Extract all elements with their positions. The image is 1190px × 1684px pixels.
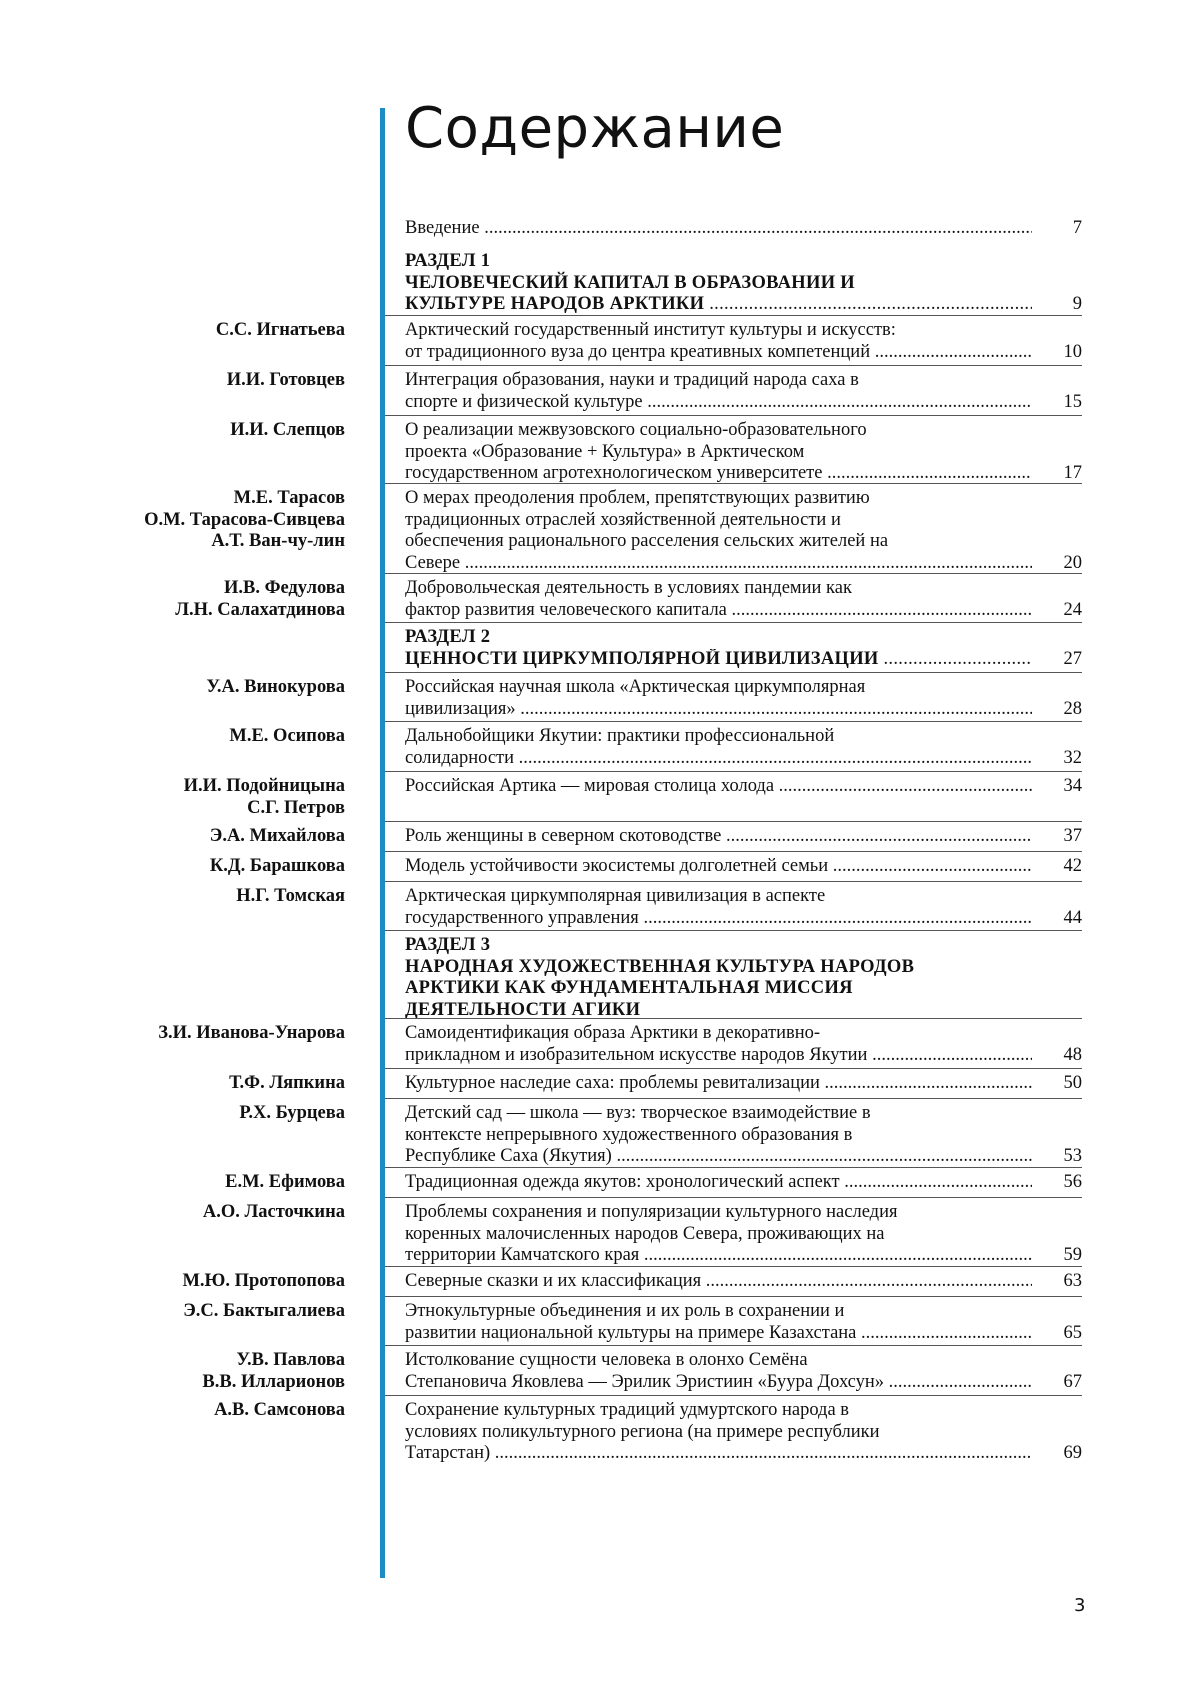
author-name: А.Т. Ван-чу-лин <box>211 531 345 551</box>
page-number: 3 <box>1074 1595 1086 1616</box>
entry-divider <box>385 1068 1082 1069</box>
entry-title-line: О реализации межвузовского социально-образовательного <box>405 420 867 440</box>
entry-divider <box>385 1018 1082 1019</box>
entry-title-line: КУЛЬТУРЕ НАРОДОВ АРКТИКИ ..... <box>405 294 1032 316</box>
toc-authors <box>210 826 345 848</box>
entry-divider <box>385 881 1082 882</box>
entry-title <box>405 1202 1032 1267</box>
author-name: У.А. Винокурова <box>206 677 345 697</box>
author-name: С.Г. Петров <box>247 797 345 818</box>
entry-title-line: Традиционная одежда якутов: хронологический аспект ..... <box>405 1172 1032 1194</box>
section-title <box>405 251 1032 316</box>
entry-title <box>405 1400 1032 1465</box>
entry-title-line: проекта «Образование + Культура» в Арктическом <box>405 441 805 462</box>
entry-title-line: Татарстан) ..... <box>405 1443 1032 1465</box>
entry-title-line: контексте непрерывного художественного образования в <box>405 1124 853 1145</box>
toc-authors <box>184 776 345 819</box>
entry-title-line: ДЕЯТЕЛЬНОСТИ АГИКИ <box>405 999 641 1020</box>
toc-authors <box>229 1073 345 1095</box>
entry-title-line: НАРОДНАЯ ХУДОЖЕСТВЕННАЯ КУЛЬТУРА НАРОДОВ <box>405 956 915 977</box>
entry-page-number: 15 <box>1063 391 1082 412</box>
author-name: М.Ю. Протопопова <box>182 1271 345 1291</box>
entry-title <box>405 1023 1032 1066</box>
entry-title <box>405 1073 1032 1095</box>
entry-title-line: цивилизация» ..... <box>405 699 1032 721</box>
toc-authors <box>216 320 345 342</box>
entry-title-line: Российская Артика — мировая столица холода ..... <box>405 776 1032 798</box>
author-name: Т.Ф. Ляпкина <box>229 1073 345 1093</box>
author-name: М.Е. Осипова <box>229 726 345 746</box>
entry-title-line: фактор развития человеческого капитала ..... <box>405 600 1032 622</box>
entry-title <box>405 1103 1032 1168</box>
section-title <box>405 627 1032 670</box>
entry-divider <box>385 1395 1082 1396</box>
entry-page-number: 10 <box>1063 341 1082 362</box>
entry-page-number: 27 <box>1063 648 1082 669</box>
entry-title <box>405 726 1032 769</box>
entry-divider <box>385 1345 1082 1346</box>
entry-divider <box>385 672 1082 673</box>
entry-page-number: 67 <box>1063 1371 1082 1392</box>
entry-page-number: 24 <box>1063 599 1082 620</box>
entry-page-number: 9 <box>1072 294 1082 314</box>
entry-title <box>405 320 1032 363</box>
entry-title-line: ЦЕННОСТИ ЦИРКУМПОЛЯРНОЙ ЦИВИЛИЗАЦИИ ..... <box>405 649 1032 671</box>
entry-title <box>405 776 1032 798</box>
entry-title-line: Северные сказки и их классификация ..... <box>405 1271 1032 1293</box>
entry-title-line: Севере ..... <box>405 553 1032 575</box>
entry-page-number: 28 <box>1063 698 1082 719</box>
author-name: Е.М. Ефимова <box>225 1172 345 1192</box>
entry-title-line: солидарности ..... <box>405 748 1032 770</box>
entry-page-number: 63 <box>1063 1271 1082 1291</box>
entry-title-line: Интеграция образования, науки и традиций народа саха в <box>405 370 859 390</box>
entry-page-number: 59 <box>1063 1245 1082 1265</box>
entry-title-line: Роль женщины в северном скотоводстве ..... <box>405 826 1032 848</box>
toc-authors <box>214 1400 345 1422</box>
toc-authors <box>225 1172 345 1194</box>
entry-title <box>405 1172 1032 1194</box>
entry-title-line: Детский сад — школа — вуз: творческое взаимодействие в <box>405 1103 871 1123</box>
author-name: Н.Г. Томская <box>236 886 345 906</box>
toc-authors <box>206 677 345 699</box>
entry-divider <box>385 1197 1082 1198</box>
author-name: В.В. Илларионов <box>202 1371 345 1392</box>
entry-page-number: 42 <box>1063 856 1082 876</box>
entry-title-line: ЧЕЛОВЕЧЕСКИЙ КАПИТАЛ В ОБРАЗОВАНИИ И <box>405 272 855 293</box>
entry-title-line: обеспечения рационального расселения сельских жителей на <box>405 531 889 551</box>
entry-title-line: традиционных отраслей хозяйственной деятельности и <box>405 509 841 530</box>
entry-title-line: государственного управления ..... <box>405 908 1032 930</box>
entry-divider <box>385 771 1082 772</box>
entry-title <box>405 218 1032 240</box>
author-name: О.М. Тарасова-Сивцева <box>144 509 345 530</box>
toc-authors <box>236 886 345 908</box>
entry-divider <box>385 365 1082 366</box>
toc-authors <box>239 1103 345 1125</box>
entry-title-line: Арктическая циркумполярная цивилизация в аспекте <box>405 886 826 906</box>
entry-page-number: 17 <box>1063 463 1082 483</box>
toc-authors <box>210 856 345 878</box>
author-name: И.И. Готовцев <box>226 370 345 390</box>
entry-title-line: Культурное наследие саха: проблемы ревитализации ..... <box>405 1073 1032 1095</box>
entry-page-number: 65 <box>1063 1322 1082 1343</box>
entry-divider <box>385 1098 1082 1099</box>
toc-authors <box>202 1350 345 1393</box>
author-name: Л.Н. Салахатдинова <box>175 599 345 620</box>
entry-title <box>405 1350 1032 1393</box>
entry-title-line: коренных малочисленных народов Севера, проживающих на <box>405 1223 885 1244</box>
entry-page-number: 48 <box>1063 1044 1082 1065</box>
toc-authors <box>203 1202 345 1224</box>
toc-authors <box>182 1271 345 1293</box>
author-name: С.С. Игнатьева <box>215 320 345 340</box>
entry-title-line: прикладном и изобразительном искусстве народов Якутии ..... <box>405 1045 1032 1067</box>
entry-divider <box>385 415 1082 416</box>
entry-title-line: территории Камчатского края ..... <box>405 1245 1032 1267</box>
entry-divider <box>385 1266 1082 1267</box>
toc-authors <box>227 370 345 392</box>
entry-page-number: 34 <box>1063 776 1082 796</box>
toc-authors <box>230 420 345 442</box>
entry-title <box>405 370 1032 413</box>
entry-title <box>405 420 1032 485</box>
page-title: Содержание <box>405 96 785 161</box>
toc-authors <box>144 488 345 553</box>
entry-divider <box>385 573 1082 574</box>
entry-title-line: РАЗДЕЛ 3 <box>405 935 491 955</box>
entry-title <box>405 677 1032 720</box>
author-name: И.И. Слепцов <box>230 420 345 440</box>
entry-page-number: 53 <box>1063 1146 1082 1166</box>
entry-title <box>405 856 1032 878</box>
entry-title <box>405 488 1032 574</box>
entry-title-line: Сохранение культурных традиций удмуртского народа в <box>405 1400 850 1420</box>
entry-page-number: 20 <box>1063 552 1082 573</box>
entry-divider <box>385 1296 1082 1297</box>
author-name: А.В. Самсонова <box>214 1400 345 1420</box>
entry-title-line: О мерах преодоления проблем, препятствующих развитию <box>405 488 870 508</box>
entry-divider <box>385 483 1082 484</box>
entry-page-number: 7 <box>1072 218 1082 238</box>
entry-divider <box>385 930 1082 931</box>
entry-page-number: 44 <box>1063 907 1082 928</box>
toc-authors <box>175 578 345 621</box>
entry-divider <box>385 721 1082 722</box>
author-name: И.И. Подойницына <box>183 776 345 796</box>
entry-title <box>405 578 1032 621</box>
author-name: З.И. Иванова-Унарова <box>158 1023 345 1043</box>
entry-divider <box>385 315 1082 316</box>
toc-authors <box>229 726 345 748</box>
entry-title-line: Республике Саха (Якутия) ..... <box>405 1146 1032 1168</box>
entry-title <box>405 886 1032 929</box>
author-name: Э.А. Михайлова <box>209 826 345 846</box>
entry-title-line: условиях поликультурного региона (на примере республики <box>405 1421 880 1442</box>
entry-title-line: РАЗДЕЛ 2 <box>405 627 491 647</box>
entry-title <box>405 826 1032 848</box>
author-name: У.В. Павлова <box>236 1350 345 1370</box>
entry-divider <box>385 622 1082 623</box>
entry-page-number: 50 <box>1063 1073 1082 1093</box>
entry-title-line: государственном агротехнологическом университете ..... <box>405 463 1032 485</box>
entry-divider <box>385 821 1082 822</box>
entry-divider <box>385 1167 1082 1168</box>
entry-page-number: 56 <box>1063 1172 1082 1192</box>
entry-divider <box>385 851 1082 852</box>
entry-page-number: 69 <box>1063 1443 1082 1463</box>
author-name: И.В. Федулова <box>223 578 345 598</box>
entry-title-line: Самоидентификация образа Арктики в декоративно- <box>405 1023 821 1043</box>
entry-title-line: АРКТИКИ КАК ФУНДАМЕНТАЛЬНАЯ МИССИЯ <box>405 978 853 998</box>
author-name: А.О. Ласточкина <box>202 1202 345 1222</box>
entry-title-line: Арктический государственный институт культуры и искусств: <box>405 320 896 340</box>
entry-title-line: Введение ..... <box>405 218 1032 240</box>
toc-authors <box>158 1023 345 1045</box>
entry-title-line: от традиционного вуза до центра креативных компетенций ..... <box>405 342 1032 364</box>
section-title <box>405 935 1032 1021</box>
entry-title-line: Этнокультурные объединения и их роль в сохранении и <box>405 1301 845 1321</box>
accent-bar <box>380 108 385 1578</box>
entry-page-number: 32 <box>1063 747 1082 768</box>
entry-title-line: Степановича Яковлева — Эрилик Эристиин «Буура Дохсун» ..... <box>405 1372 1032 1394</box>
author-name: М.Е. Тарасов <box>233 488 345 508</box>
entry-title <box>405 1271 1032 1293</box>
author-name: Р.Х. Бурцева <box>239 1103 345 1123</box>
entry-title-line: развитии национальной культуры на примере Казахстана ..... <box>405 1323 1032 1345</box>
entry-title-line: Проблемы сохранения и популяризации культурного наследия <box>405 1202 898 1222</box>
entry-title-line: Истолкование сущности человека в олонхо Семёна <box>405 1350 808 1370</box>
entry-title-line: Добровольческая деятельность в условиях пандемии как <box>405 578 852 598</box>
toc-authors <box>183 1301 345 1323</box>
entry-title-line: Российская научная школа «Арктическая циркумполярная <box>405 677 866 697</box>
author-name: Э.С. Бактыгалиева <box>183 1301 345 1321</box>
entry-title-line: Модель устойчивости экосистемы долголетней семьи ..... <box>405 856 1032 878</box>
entry-title <box>405 1301 1032 1344</box>
author-name: К.Д. Барашкова <box>209 856 345 876</box>
entry-title-line: РАЗДЕЛ 1 <box>405 251 491 271</box>
entry-title-line: Дальнобойщики Якутии: практики профессиональной <box>405 726 835 746</box>
entry-title-line: спорте и физической культуре ..... <box>405 392 1032 414</box>
entry-page-number: 37 <box>1063 826 1082 846</box>
